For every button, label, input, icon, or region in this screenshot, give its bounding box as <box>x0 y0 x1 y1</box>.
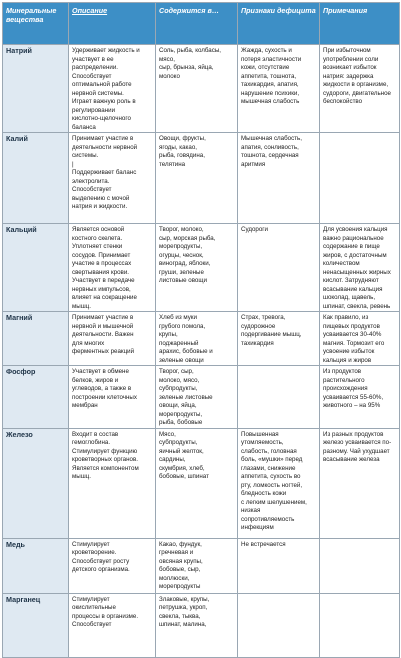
description-line: баланса <box>72 123 96 131</box>
table-row <box>3 133 400 224</box>
notes-line: натрия: задержка <box>323 72 374 80</box>
sources-line: овсяная крупы, <box>159 557 203 565</box>
description-line: деятельности нервной <box>72 143 138 151</box>
deficiency-line: кожи, отсутствие <box>241 64 290 71</box>
sources-line: рыба, говядина, <box>159 152 205 159</box>
description-line: нервной системы. <box>72 89 124 97</box>
notes-line: разному. Чай ухудшает <box>323 447 390 455</box>
table-row <box>3 538 400 593</box>
deficiency-line: апатия, сонливость, <box>241 143 299 151</box>
sources-line: Творог, молоко, <box>159 226 204 233</box>
description-line: распределении. <box>72 64 119 71</box>
notes-line: Как правило, из <box>323 314 369 321</box>
description-line: Принимает участие в <box>72 314 134 321</box>
description-line: | <box>72 160 74 168</box>
cell-deficiency <box>238 312 320 366</box>
deficiency-line: боль, «мушки» перед <box>241 456 303 463</box>
deficiency-line: Не встречается <box>241 540 286 548</box>
cell-sources <box>156 593 238 657</box>
sources-line: поджаренный <box>159 339 199 347</box>
description-line: регулировании <box>72 106 116 114</box>
sources-line: свекла, тыква, <box>159 612 201 620</box>
sources-line: петрушка, укроп, <box>159 604 208 611</box>
description-line: Способствует <box>72 621 112 628</box>
description-line: окислительные <box>72 604 116 611</box>
description-line: Участвует в обмене <box>72 368 129 375</box>
description-line: костного скелета. <box>72 234 123 242</box>
cell-deficiency <box>238 538 320 593</box>
notes-line: жидкости в организме, <box>323 81 389 88</box>
description-line: гемоглобина. <box>72 439 111 446</box>
deficiency-line: аппетита, сухость во <box>241 473 301 480</box>
notes-line: пищевых продуктов <box>323 322 380 330</box>
cell-notes <box>320 428 400 538</box>
table-row <box>3 45 400 133</box>
description-line: влияет на сокращение <box>72 294 137 301</box>
notes-line: усваивается 55-60%, <box>323 393 384 401</box>
sources-line: морепродукты, <box>159 243 203 250</box>
description-line: участие в процессах <box>72 260 132 267</box>
deficiency-line: тахикардия <box>241 339 274 347</box>
notes-line: Из разных продуктов <box>323 430 384 438</box>
notes-line: судороги, двигательное <box>323 89 391 97</box>
cell-notes <box>320 366 400 429</box>
header-mineral: Минеральные вещества <box>3 3 69 45</box>
deficiency-line: инфекциям <box>241 524 274 531</box>
notes-line: важно рациональное <box>323 234 384 242</box>
cell-description <box>69 428 156 538</box>
sources-line: ягоды, какао, <box>159 143 198 151</box>
cell-description <box>69 133 156 224</box>
mineral-name: Марганец <box>3 593 69 657</box>
header-notes: Примечания <box>320 3 400 45</box>
sources-line: овощи, яйца, <box>159 402 197 409</box>
cell-description <box>69 593 156 657</box>
deficiency-line: низкая <box>241 507 261 514</box>
notes-line: кислот. Затрудняют <box>323 277 379 284</box>
notes-line: шпинат, свекла, ревень <box>323 302 391 310</box>
description-line: ферментных реакций <box>72 348 135 355</box>
sources-line: Злаковые, крупы, <box>159 595 210 603</box>
sources-line: бобовые, сыр, <box>159 566 201 573</box>
deficiency-line: судорожное <box>241 322 276 330</box>
cell-deficiency <box>238 45 320 133</box>
notes-line: кальция и жиров <box>323 356 372 364</box>
description-line: Способствует <box>72 186 112 193</box>
cell-notes <box>320 538 400 593</box>
cell-description <box>69 538 156 593</box>
table-row <box>3 312 400 366</box>
deficiency-line: тахикардия, апатия, <box>241 81 299 88</box>
description-line: мышц. <box>72 473 91 480</box>
notes-line: употреблении соли <box>323 55 379 63</box>
cell-sources <box>156 538 238 593</box>
sources-line: Хлеб из муки <box>159 314 197 321</box>
notes-line: жиров, с достаточным <box>323 251 387 259</box>
header-description: Описание <box>69 3 156 45</box>
sources-line: субпродукты, <box>159 385 198 392</box>
description-line: углеводов, а также в <box>72 385 132 392</box>
description-line: детского организма. <box>72 566 130 573</box>
cell-notes <box>320 312 400 366</box>
description-line: Является основой <box>72 226 125 233</box>
deficiency-line: рту, ломкость ногтей, <box>241 481 303 489</box>
description-line: Входит в состав <box>72 430 119 438</box>
notes-line: растительного <box>323 376 365 384</box>
notes-line: происхождения <box>323 385 368 392</box>
cell-notes <box>320 224 400 312</box>
description-line: белков, жиров и <box>72 376 119 384</box>
notes-line: шоколад, щавель, <box>323 294 376 301</box>
cell-notes <box>320 45 400 133</box>
notes-line: магния. Тормозит его <box>323 339 385 347</box>
description-line: нервных импульсов, <box>72 285 131 293</box>
table-row <box>3 366 400 429</box>
cell-description <box>69 366 156 429</box>
sources-line: сардины, <box>159 456 186 463</box>
description-line: Уплотняет стенки <box>72 243 123 250</box>
mineral-name: Калий <box>3 133 69 224</box>
description-line: натрия и жидкости. <box>72 203 128 210</box>
notes-line: усвоение избыток <box>323 348 375 355</box>
deficiency-line: мышечная слабость <box>241 98 300 105</box>
sources-line: груши, зеленые <box>159 268 204 276</box>
description-line: выделению с мочой <box>72 194 130 202</box>
cell-deficiency <box>238 133 320 224</box>
mineral-name: Натрий <box>3 45 69 133</box>
sources-line: субпродукты, <box>159 439 198 446</box>
description-line: сосудов. Принимает <box>72 251 131 259</box>
description-line: Участвует в передаче <box>72 277 135 284</box>
description-line: Способствует <box>72 72 112 80</box>
description-line: для многих <box>72 339 105 347</box>
sources-line: шпинат, малина, <box>159 621 207 628</box>
sources-line: телятина <box>159 160 186 168</box>
deficiency-line: утомляемость, <box>241 439 284 446</box>
cell-notes <box>320 133 400 224</box>
description-line: построении клеточных <box>72 393 137 401</box>
deficiency-line: с легким шелушением, <box>241 498 307 506</box>
table-row <box>3 593 400 657</box>
header-sources: Содержится в… <box>156 3 238 45</box>
sources-line: Соль, рыба, колбасы, мясо, <box>159 47 222 63</box>
description-line: системы. <box>72 152 99 159</box>
description-line: Стимулирует функцию <box>72 447 138 455</box>
description-line: Стимулирует <box>72 595 110 603</box>
notes-line: железо усваивается по- <box>323 439 392 446</box>
minerals-table <box>2 2 399 628</box>
notes-line: животного – на 95% <box>323 402 381 409</box>
table-row <box>3 224 400 312</box>
sources-line: арахис, бобовые и <box>159 348 213 355</box>
cell-description <box>69 312 156 366</box>
description-line: кроветворение. <box>72 549 117 556</box>
notes-line: Из продуктов <box>323 368 362 375</box>
sources-line: грубого помола, <box>159 322 206 330</box>
cell-sources <box>156 312 238 366</box>
sources-line: огурцы, чеснок, <box>159 251 204 259</box>
deficiency-line: аппетита, тошнота, <box>241 72 297 80</box>
cell-deficiency <box>238 366 320 429</box>
cell-sources <box>156 133 238 224</box>
sources-line: скумбрия, хлеб, <box>159 464 205 472</box>
description-line: деятельности. Важен <box>72 331 134 338</box>
cell-notes <box>320 593 400 657</box>
sources-line: Мясо, <box>159 430 176 438</box>
cell-deficiency <box>238 593 320 657</box>
notes-line: Для усвоения кальция <box>323 226 388 233</box>
sources-line: виноград, яблоки, <box>159 260 211 267</box>
mineral-name: Магний <box>3 312 69 366</box>
deficiency-line: слабость, головная <box>241 447 297 455</box>
deficiency-line: подергивание мышц, <box>241 331 302 338</box>
deficiency-line: глазами, снижение <box>241 464 296 472</box>
mineral-name: Медь <box>3 538 69 593</box>
mineral-name: Железо <box>3 428 69 538</box>
description-line: Играет важную роль в <box>72 98 136 105</box>
sources-line: зеленые листовые <box>159 393 213 401</box>
sources-line: Творог, сыр, <box>159 368 194 375</box>
sources-line: сыр, брынза, яйца, <box>159 64 214 71</box>
description-line: Удерживает жидкость и участвует в ее <box>72 47 140 63</box>
description-line: мембран <box>72 402 98 409</box>
cell-description <box>69 224 156 312</box>
description-line: оптимальной работе <box>72 81 132 88</box>
sources-line: морепродукты, <box>159 410 203 418</box>
sources-line: молоко, мясо, <box>159 376 200 384</box>
sources-line: листовые овощи <box>159 277 207 284</box>
description-line: Принимает участие в <box>72 135 134 142</box>
description-line: Способствует росту <box>72 557 130 565</box>
description-line: процессы в организме. <box>72 612 139 620</box>
notes-line: содержание в пище <box>323 243 380 250</box>
cell-deficiency <box>238 224 320 312</box>
description-line: кислотно-щелочного <box>72 115 131 122</box>
description-line: кроветворных органов. <box>72 456 138 463</box>
table-row <box>3 428 400 538</box>
description-line: Является компонентом <box>72 464 139 472</box>
mineral-name: Кальций <box>3 224 69 312</box>
cell-description <box>69 45 156 133</box>
sources-line: Овощи, фрукты, <box>159 135 206 142</box>
description-line: свертывания крови. <box>72 268 129 276</box>
sources-line: морепродукты <box>159 583 201 590</box>
description-line: мышц. <box>72 302 91 310</box>
sources-line: крупы, <box>159 331 178 338</box>
cell-sources <box>156 366 238 429</box>
notes-line: всасывание кальция <box>323 285 383 293</box>
deficiency-line: Повышенная <box>241 430 279 438</box>
sources-line: зеленые овощи <box>159 356 204 364</box>
cell-sources <box>156 224 238 312</box>
sources-line: молоко <box>159 72 180 80</box>
sources-line: рыба, бобовые <box>159 419 203 426</box>
sources-line: сыр, морская рыба, <box>159 234 216 242</box>
sources-line: яичный желток, <box>159 447 204 455</box>
cell-sources <box>156 45 238 133</box>
description-line: электролита. <box>72 177 110 185</box>
sources-line: гречневая и <box>159 549 194 556</box>
deficiency-line: сопротивляемость <box>241 515 295 523</box>
mineral-name: Фосфор <box>3 366 69 429</box>
description-line: нервной и мышечной <box>72 322 134 330</box>
sources-line: бобовые, шпинат <box>159 473 209 480</box>
notes-line: При избыточном <box>323 47 371 54</box>
cell-sources <box>156 428 238 538</box>
notes-line: беспокойство <box>323 98 363 105</box>
notes-line: возникает избыток <box>323 64 377 71</box>
deficiency-line: потеря эластичности <box>241 55 302 63</box>
deficiency-line: бледность кожи <box>241 490 287 497</box>
description-line: Поддерживает баланс <box>72 169 137 176</box>
notes-line: ненасыщенных жирных <box>323 268 391 276</box>
sources-line: моллюски, <box>159 574 190 582</box>
cell-deficiency <box>238 428 320 538</box>
sources-line: Какао, фундук, <box>159 540 202 548</box>
table-header-row <box>3 3 400 45</box>
description-line: Стимулирует <box>72 540 110 548</box>
notes-line: всасывание железа <box>323 456 380 463</box>
deficiency-line: тошнота, сердечная <box>241 152 299 159</box>
deficiency-line: Страх, тревога, <box>241 314 286 321</box>
deficiency-line: Судороги <box>241 226 269 233</box>
notes-line: усваивается 30-40% <box>323 331 382 338</box>
deficiency-line: аритмия <box>241 160 266 168</box>
notes-line: количеством <box>323 260 360 267</box>
deficiency-line: Мышечная слабость, <box>241 135 302 142</box>
deficiency-line: Жажда, сухость и <box>241 47 292 54</box>
deficiency-line: нарушение психики, <box>241 89 300 97</box>
header-deficiency: Признаки дефицита <box>238 3 320 45</box>
